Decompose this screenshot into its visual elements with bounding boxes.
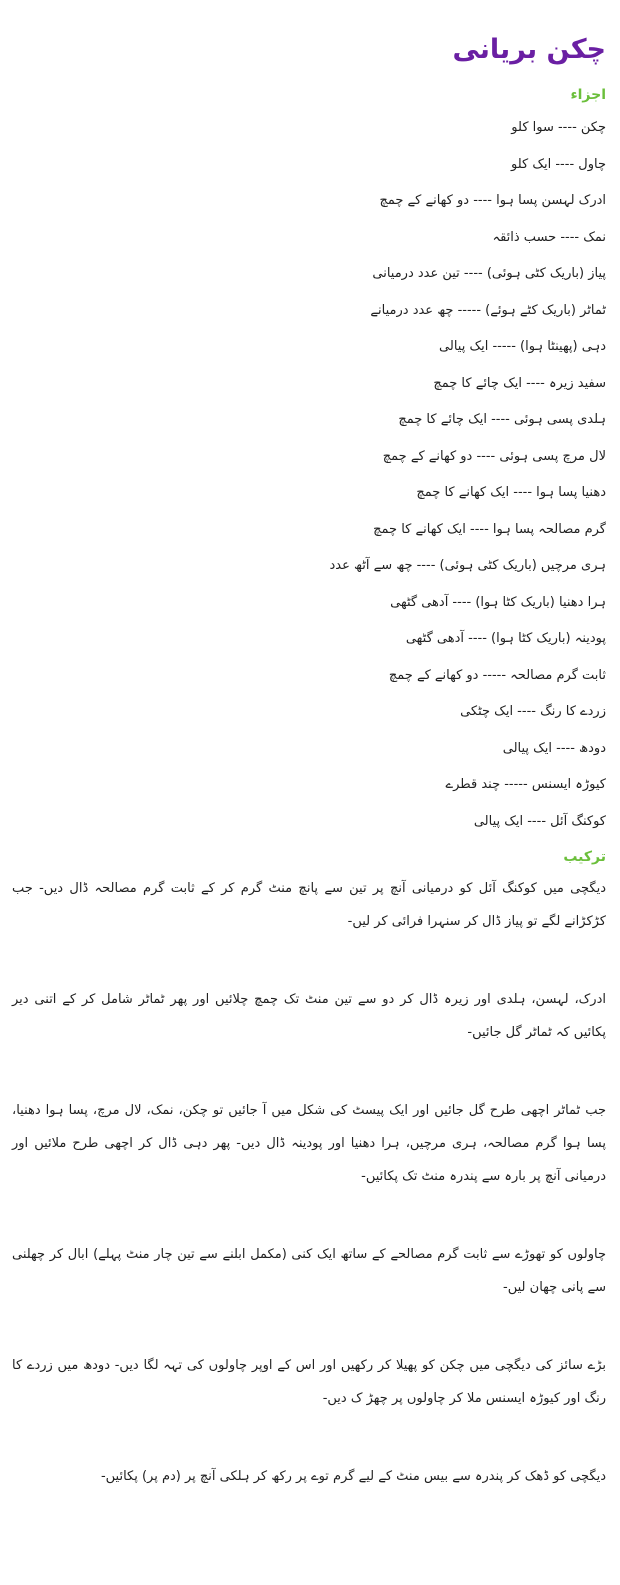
ingredients-heading: اجزاء: [570, 87, 606, 103]
ingredient-item: ادرک لہسن پسا ہوا ---- دو کھانے کے چمچ: [379, 193, 606, 208]
method-step: جب ٹماٹر اچھی طرح گل جائیں اور ایک پیسٹ کی شکل میں آ جائیں تو چکن، نمک، لال مرچ، پسا ہوا دھنیا، پسا ہوا گرم مصالحہ، ہری مرچیں، ہرا دھنیا اور پودینہ ڈال دیں- پھر دہی ڈال کر اچھی طرح ملائیں اور درمیانی آنچ پر بارہ سے پندرہ منٹ تک پکائیں-: [12, 1103, 606, 1184]
method-step: دیگچی میں کوکنگ آئل کو درمیانی آنچ پر تین سے پانچ منٹ گرم کر کے ثابت گرم مصالحہ ڈال دیں- جب کڑکڑانے لگے تو پیاز ڈال کر سنہرا فرائی کر لیں-: [12, 881, 606, 929]
ingredient-item: لال مرچ پسی ہوئی ---- دو کھانے کے چمچ: [382, 448, 606, 464]
ingredient-item: ٹماٹر (باریک کٹے ہوئے) ----- چھ عدد درمیانے: [370, 302, 606, 318]
ingredient-item: دودھ ---- ایک پیالی: [502, 740, 606, 756]
ingredient-item: ہلدی پسی ہوئی ---- ایک چائے کا چمچ: [398, 412, 606, 427]
ingredient-item: کیوڑہ ایسنس ----- چند قطرے: [445, 777, 606, 792]
ingredient-item: کوکنگ آئل ---- ایک پیالی: [473, 813, 606, 829]
ingredient-item: دہی (پھینٹا ہوا) ----- ایک پیالی: [439, 339, 606, 354]
ingredient-item: پودینہ (باریک کٹا ہوا) ---- آدھی گٹھی: [405, 631, 606, 646]
ingredient-item: گرم مصالحہ پسا ہوا ---- ایک کھانے کا چمچ: [373, 521, 606, 537]
recipe-title: چکن بریانی: [452, 34, 606, 65]
ingredient-item: نمک ---- حسب ذائقہ: [492, 229, 606, 245]
method-step: چاولوں کو تھوڑے سے ثابت گرم مصالحے کے ساتھ ایک کنی (مکمل ابلنے سے تین چار منٹ پہلے) ابال کر چھلنی سے پانی چھان لیں-: [12, 1247, 606, 1295]
ingredient-item: پیاز (باریک کٹی ہوئی) ---- تین عدد درمیانی: [372, 266, 606, 281]
ingredient-item: چاول ---- ایک کلو: [511, 156, 606, 172]
ingredient-item: دھنیا پسا ہوا ---- ایک کھانے کا چمچ: [416, 485, 606, 500]
ingredients-list: [12, 110, 606, 840]
ingredient-item: سفید زیرہ ---- ایک چائے کا چمچ: [433, 375, 606, 391]
method-heading: ترکیب: [563, 849, 606, 865]
method-step: دیگچی کو ڈھک کر پندرہ سے بیس منٹ کے لیے گرم توے پر رکھ کر ہلکی آنچ پر (دم پر) پکائیں-: [100, 1469, 606, 1484]
method-step: بڑے سائز کی دیگچی میں چکن کو پھیلا کر رکھیں اور اس کے اوپر چاولوں کی تہہ لگا دیں- دودھ میں زردے کا رنگ اور کیوڑہ ایسنس ملا کر چاولوں پر چھڑ ک دیں-: [12, 1358, 606, 1406]
ingredient-item: ثابت گرم مصالحہ ----- دو کھانے کے چمچ: [388, 667, 606, 683]
method-step: ادرک، لہسن، ہلدی اور زیرہ ڈال کر دو سے تین منٹ تک چمچ چلائیں اور پھر ٹماٹر شامل کر کے اتنی دیر پکائیں کہ ٹماٹر گل جائیں-: [12, 992, 606, 1040]
ingredient-item: زردے کا رنگ ---- ایک چٹکی: [460, 704, 606, 719]
ingredient-item: ہرا دھنیا (باریک کٹا ہوا) ---- آدھی گٹھی: [390, 594, 606, 610]
ingredient-item: ہری مرچیں (باریک کٹی ہوئی) ---- چھ سے آٹھ عدد: [329, 558, 606, 573]
ingredient-item: چکن ---- سوا کلو: [511, 120, 606, 135]
method-steps: [12, 872, 606, 1493]
